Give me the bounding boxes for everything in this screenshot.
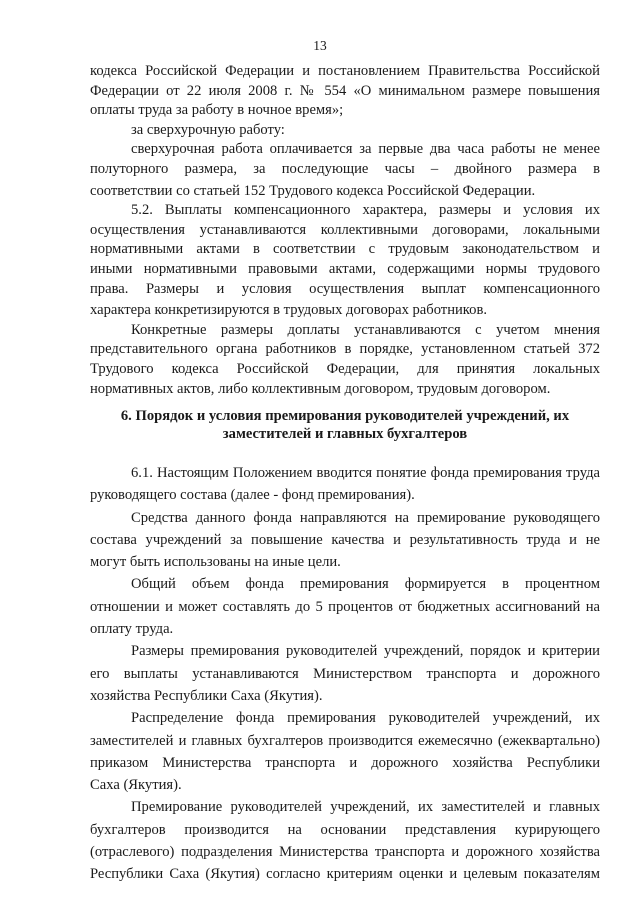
text-line: Конкретные размеры доплаты устанавливаются с учетом мнения xyxy=(131,322,600,338)
text-line: полуторного размера, за последующие часы – двойного размера в xyxy=(90,161,600,177)
text-line: (отраслевого) подразделения Министерства транспорта и дорожного хозяйства xyxy=(90,844,600,860)
text-line: Федерации от 22 июля 2008 г. № 554 «О минимальном размере повышения xyxy=(90,83,600,99)
text-line: приказом Министерства транспорта и дорожного хозяйства Республики xyxy=(90,755,600,771)
text-line: Премирование руководителей учреждений, их заместителей и главных xyxy=(131,799,600,815)
text-line: Распределение фонда премирования руководителей учреждений, их xyxy=(131,710,600,726)
text-line: нормативными актами в соответствии с трудовым законодательством и xyxy=(90,241,600,257)
text-line: кодекса Российской Федерации и постановлением Правительства Российской xyxy=(90,63,600,79)
text-line: Саха (Якутия). xyxy=(90,777,182,793)
text-line: хозяйства Республики Саха (Якутия). xyxy=(90,688,323,704)
text-line: состава учреждений за повышение качества и результативность труда и не xyxy=(90,532,600,548)
text-line: могут быть использованы на иные цели. xyxy=(90,554,341,570)
text-line: Республики Саха (Якутия) согласно критериям оценки и целевым показателям xyxy=(90,866,600,882)
text-line: Размеры премирования руководителей учреждений, порядок и критерии xyxy=(131,643,600,659)
text-line: его выплаты устанавливаются Министерством транспорта и дорожного xyxy=(90,666,600,682)
section-heading-line-1: 6. Порядок и условия премирования руководителей учреждений, их xyxy=(120,408,570,424)
text-line: заместителей и главных бухгалтеров производится ежемесячно (ежеквартально) xyxy=(90,733,600,749)
text-line: оплату труда. xyxy=(90,621,174,637)
text-line: права. Размеры и условия осуществления выплат компенсационного xyxy=(90,281,600,297)
text-line: соответствии со статьей 152 Трудового кодекса Российской Федерации. xyxy=(90,183,536,199)
text-line: бухгалтеров производится на основании представления курирующего xyxy=(90,822,600,838)
text-line: сверхурочная работа оплачивается за первые два часа работы не менее xyxy=(131,141,600,157)
page-number: 13 xyxy=(313,38,327,53)
text-line: за сверхурочную работу: xyxy=(131,122,285,138)
text-line: отношении и может составлять до 5 процентов от бюджетных ассигнований на xyxy=(90,599,600,615)
text-line: руководящего состава (далее - фонд премирования). xyxy=(90,487,415,503)
text-line: оплаты труда за работу в ночное время»; xyxy=(90,102,344,118)
text-line: Трудового кодекса Российской Федерации, для принятия локальных xyxy=(90,361,600,377)
text-line: 5.2. Выплаты компенсационного характера, размеры и условия их xyxy=(131,202,600,218)
text-line: Средства данного фонда направляются на премирование руководящего xyxy=(131,510,600,526)
section-heading-line-2: заместителей и главных бухгалтеров xyxy=(222,426,468,442)
text-line: нормативных актов, либо коллективным договором, трудовым договором. xyxy=(90,381,551,397)
text-line: 6.1. Настоящим Положением вводится понятие фонда премирования труда xyxy=(131,465,600,481)
text-line: представительного органа работников в порядке, установленном статьей 372 xyxy=(90,341,600,357)
text-line: Общий объем фонда премирования формируется в процентном xyxy=(131,576,600,592)
text-line: иными нормативными правовыми актами, содержащими нормы трудового xyxy=(90,261,600,277)
text-line: характера конкретизируются в трудовых договорах работников. xyxy=(90,302,487,318)
text-line: осуществления устанавливаются коллективными договорами, локальными xyxy=(90,222,600,238)
